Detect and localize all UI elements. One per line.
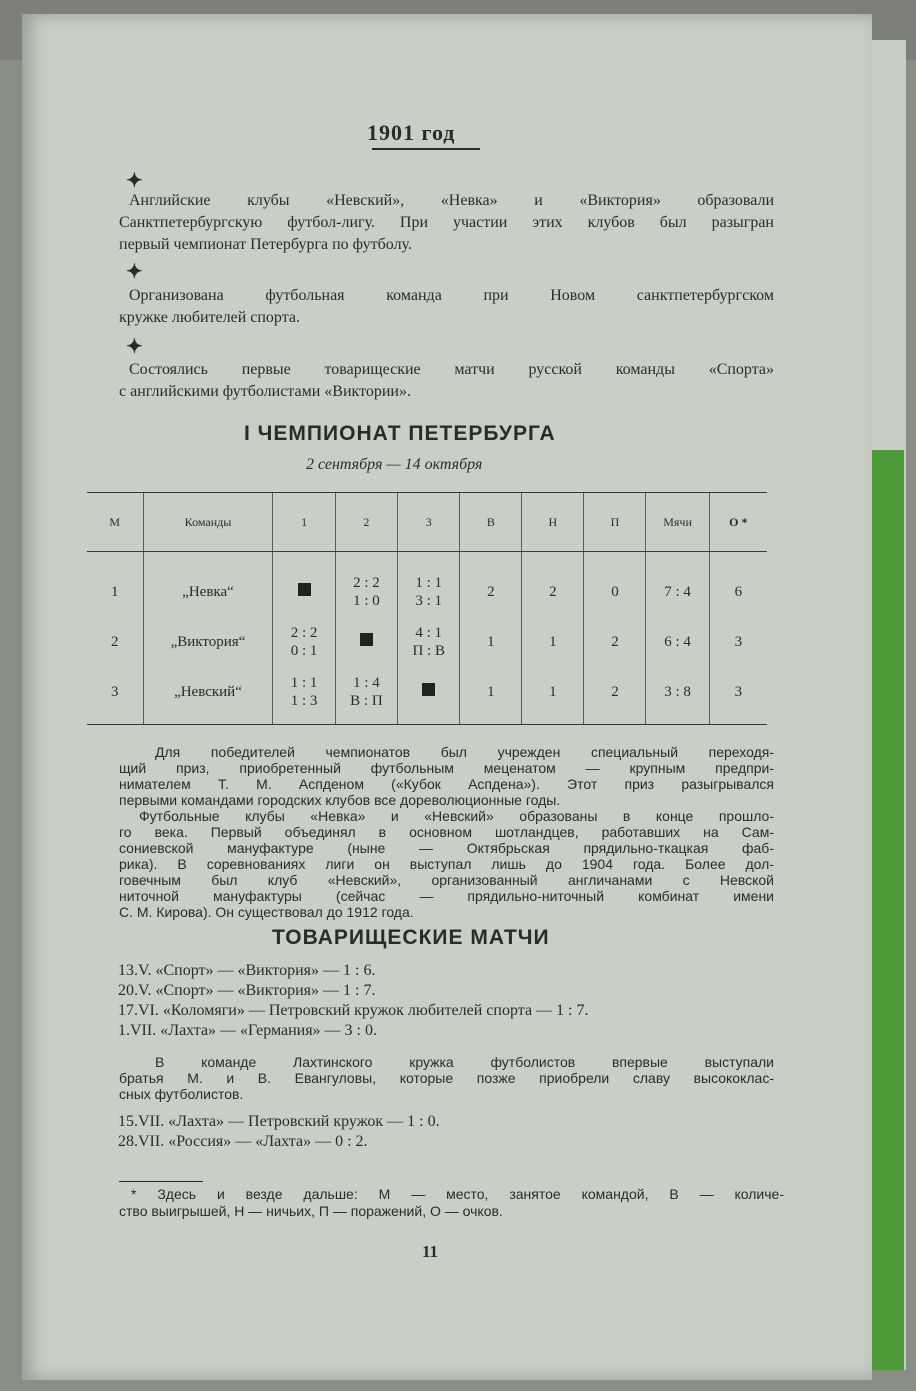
- event-line: Санктпетербургскую футбол-лигу. При участии этих клубов был разыгран: [119, 214, 774, 231]
- note-line: рика). В соревнованиях лиги он выступал лишь до 1904 года. Более дол-: [119, 856, 774, 872]
- event-line: Состоялись первые товарищеские матчи русской команды «Спорта»: [129, 361, 774, 378]
- cell-draws: 2: [522, 552, 584, 618]
- event-line: кружке любителей спорта.: [119, 309, 301, 326]
- note-line: го века. Первый объединял в основном шотландцев, работавших на Сам-: [119, 824, 774, 840]
- cell-self-square-icon: [273, 552, 335, 618]
- header-col-1: 1: [273, 493, 335, 552]
- table-header-row: [87, 493, 767, 552]
- footnote-line: ство выигрышей, Н — ничьих, П — поражений, О — очков.: [119, 1203, 503, 1219]
- cell-team: „Виктория“: [143, 617, 273, 667]
- cell-goals: 6 : 4: [646, 617, 709, 667]
- match-item: 20.V. «Спорт» — «Виктория» — 1 : 7.: [118, 982, 376, 999]
- event-line: Организована футбольная команда при Новом санктпетербургском: [129, 287, 774, 304]
- note-line: сных футболистов.: [119, 1086, 244, 1102]
- cell-score: 1 : 1 3 : 1: [398, 552, 460, 618]
- match-item: 17.VI. «Коломяги» — Петровский кружок любителей спорта — 1 : 7.: [118, 1002, 589, 1019]
- event-line: Английские клубы «Невский», «Невка» и «Виктория» образовали: [129, 192, 774, 209]
- note-line: нимателем Т. М. Аспденом («Кубок Аспдена»). Этот приз разыгрывался: [119, 776, 774, 792]
- cell-draws: 1: [522, 617, 584, 667]
- cell-place: 3: [87, 667, 143, 725]
- note-line: С. М. Кирова). Он существовал до 1912 года.: [119, 904, 414, 920]
- page-number: 11: [422, 1242, 439, 1261]
- cell-place: 1: [111, 583, 119, 600]
- year-heading: 1901 год: [367, 120, 456, 145]
- year-underline: [372, 148, 480, 150]
- header-wins: В: [460, 493, 522, 552]
- table-row: [87, 552, 767, 618]
- header-place: М: [87, 493, 143, 552]
- note-line: Для победителей чемпионатов был учрежден специальный переходя-: [155, 744, 774, 760]
- cell-score: 1 : 1 1 : 3: [273, 667, 335, 725]
- bullet-star-icon: ✦: [126, 261, 143, 283]
- cell-points: 6: [709, 552, 767, 618]
- header-col-2: 2: [335, 493, 397, 552]
- match-item: 15.VII. «Лахта» — Петровский кружок — 1 : 0.: [118, 1113, 440, 1130]
- event-paragraph: [119, 359, 774, 403]
- cell-score: 2 : 2 0 : 1: [273, 617, 335, 667]
- match-item: 1.VII. «Лахта» — «Германия» — 3 : 0.: [118, 1022, 377, 1039]
- bullet-star-icon: ✦: [126, 336, 143, 358]
- bullet-star-icon: ✦: [126, 170, 143, 192]
- footnote-line: * Здесь и везде дальше: М — место, занятое командой, В — количе-: [131, 1186, 784, 1202]
- cell-self-square-icon: [398, 667, 460, 725]
- cell-wins: 2: [460, 552, 522, 618]
- cell-score: 4 : 1 П : В: [398, 617, 460, 667]
- cell-points: 3: [709, 617, 767, 667]
- header-teams: Команды: [143, 493, 273, 552]
- note-line: первыми командами городских клубов все дореволюционные годы.: [119, 792, 561, 808]
- note-line: братья М. и В. Евангуловы, которые позже приобрели славу высококлас-: [119, 1070, 774, 1086]
- standings-table: [87, 492, 767, 725]
- note-line: В команде Лахтинского кружка футболистов впервые выступали: [155, 1054, 774, 1070]
- table-row: [87, 667, 767, 725]
- friendly-matches-title: ТОВАРИЩЕСКИЕ МАТЧИ: [272, 926, 550, 949]
- cell-losses: 2: [584, 617, 646, 667]
- championship-dates: 2 сентября — 14 октября: [306, 456, 483, 473]
- note-line: щий приз, приобретенный футбольным меценатом — крупным предпри-: [119, 760, 774, 776]
- event-paragraph: [119, 285, 774, 329]
- header-points: О *: [709, 493, 767, 552]
- footnote-rule: [119, 1181, 203, 1182]
- header-losses: П: [584, 493, 646, 552]
- note-line: Футбольные клубы «Невка» и «Невский» образованы в конце прошло-: [139, 808, 774, 824]
- note-line: говечным был клуб «Невский», организованный англичанами с Невской: [119, 872, 774, 888]
- cell-wins: 1: [460, 617, 522, 667]
- match-list: [118, 961, 589, 1041]
- match-list: [118, 1112, 440, 1152]
- cell-losses: 2: [584, 667, 646, 725]
- championship-notes: [119, 744, 774, 920]
- cell-goals: 7 : 4: [646, 552, 709, 618]
- cell-draws: 1: [522, 667, 584, 725]
- cell-self-square-icon: [335, 617, 397, 667]
- table-row: [87, 617, 767, 667]
- page-content: [22, 14, 872, 1380]
- note-line: ниточной мануфактуры (сейчас — прядильно-ниточный комбинат имени: [119, 888, 774, 904]
- green-cover-strip: [872, 450, 904, 1370]
- note-line: сониевской мануфактуре (ныне — Октябрьская прядильно-ткацкая фаб-: [119, 840, 774, 856]
- cell-team: „Невка“: [143, 552, 273, 618]
- header-draws: Н: [522, 493, 584, 552]
- event-paragraph: [119, 190, 774, 256]
- event-line: с английскими футболистами «Виктории».: [119, 383, 411, 400]
- cell-place: 2: [111, 633, 119, 650]
- footnote: [119, 1186, 784, 1220]
- event-line: первый чемпионат Петербурга по футболу.: [119, 236, 412, 253]
- header-goals: Мячи: [646, 493, 709, 552]
- book-page: [22, 14, 872, 1380]
- match-item: 28.VII. «Россия» — «Лахта» — 0 : 2.: [118, 1133, 368, 1150]
- cell-team: „Невский“: [143, 667, 273, 725]
- cell-score: 2 : 2 1 : 0: [335, 552, 397, 618]
- cell-goals: 3 : 8: [646, 667, 709, 725]
- match-item: 13.V. «Спорт» — «Виктория» — 1 : 6.: [118, 962, 376, 979]
- championship-title: I ЧЕМПИОНАТ ПЕТЕРБУРГА: [244, 422, 556, 445]
- header-col-3: 3: [398, 493, 460, 552]
- cell-points: 3: [709, 667, 767, 725]
- friendly-note: [119, 1054, 774, 1102]
- cell-losses: 0: [584, 552, 646, 618]
- cell-score: 1 : 4 В : П: [335, 667, 397, 725]
- cell-wins: 1: [460, 667, 522, 725]
